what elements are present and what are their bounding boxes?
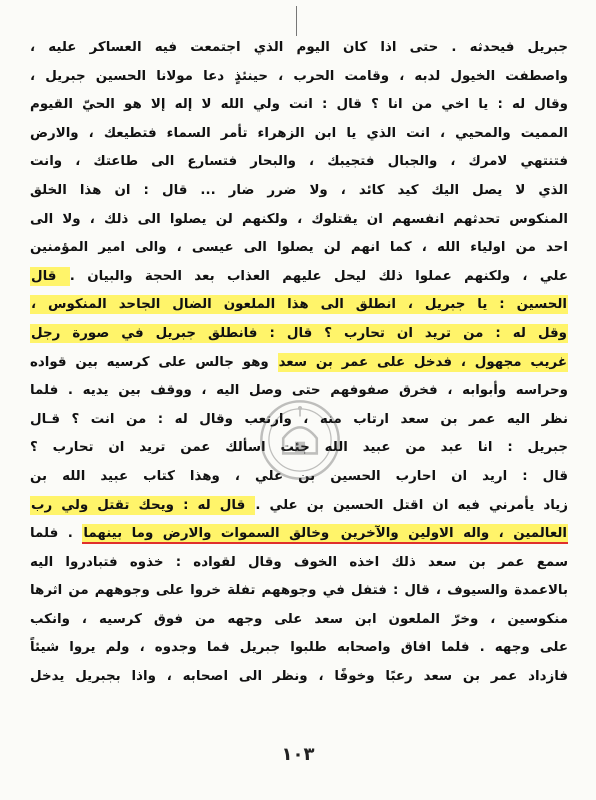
highlighted-text: وقل له : من تريد ان تحارب ؟ قال : فانطلق جبريل في صورة رجل	[31, 325, 567, 341]
top-margin-mark	[296, 6, 297, 36]
text-segment: المنكوس تحدثهم انفسهم ان يقتلوك ، ولكنهم لن يصلوا الى ذلك ، ولا الى	[30, 211, 568, 227]
text-segment: زياد يأمرني فيه ان اقتل الحسين بن علي .	[255, 497, 568, 513]
text-segment: وحراسه وأبوابه ، فخرق صفوفهم حتى وصل اليه ، ووقف بين يديه . فلما	[30, 383, 568, 399]
text-segment: منكوسين ، وخرّ الملعون ابن سعد على وجهه من فوق كرسيه ، وانكب	[30, 611, 568, 627]
text-line	[30, 634, 568, 663]
highlighted-text: غريب مجهول ، فدخل على عمر بن سعد	[278, 354, 567, 370]
text-line	[30, 120, 568, 149]
text-line	[30, 206, 568, 235]
text-segment: نظر اليه عمر بن سعد ارتاب منه ، وارتعب وقال له : من انت ؟ قـال	[30, 411, 568, 427]
book-page-text	[30, 34, 568, 692]
text-line	[30, 263, 568, 292]
text-segment: قال : اريد ان احارب الحسين بن علي ، وهذا كتاب عبيد الله بن	[30, 468, 568, 484]
text-line	[30, 406, 568, 435]
text-line	[30, 520, 568, 549]
text-segment: جبريل : انا عبد من عبيد الله جئت اسألك عمن تريد ان تحارب ؟	[30, 440, 568, 456]
text-line	[30, 148, 568, 177]
text-line	[30, 434, 568, 463]
text-line	[30, 463, 568, 492]
text-line	[30, 177, 568, 206]
text-segment: فازداد عمر بن سعد رعبًا وخوفًا ، ونظر الى اصحابه ، واذا بجبريل يدخل	[30, 669, 568, 685]
text-line	[30, 377, 568, 406]
text-segment: . فلما	[30, 526, 83, 542]
highlighted-text: قال له : ويحك تقتل ولي رب	[31, 497, 255, 513]
page-number: ١٠٣	[281, 744, 315, 765]
highlighted-text: قال	[31, 268, 69, 284]
text-segment: وهو جالس على كرسيه بين قواده	[30, 354, 278, 370]
text-segment: جبريل فيحدثه . حتى اذا كان اليوم الذي اجتمعت فيه العساكر عليه ،	[30, 40, 568, 55]
text-line	[30, 663, 568, 692]
text-segment: على وجهه . فلما افاق واصحابه طلبوا جبريل فما وجدوه ، ولم يروا شيئاً	[30, 640, 568, 656]
text-line	[30, 577, 568, 606]
text-segment: الذي لا يصل اليك كيد كائد ، ولا ضرر ضار ... قال : ان هذا الخلق	[30, 182, 568, 198]
text-line	[30, 349, 568, 378]
text-segment: احد من اولياء الله ، كما انهم لن يصلوا الى عيسى ، والى امير المؤمنين	[30, 240, 568, 256]
text-segment: علي ، ولكنهم عملوا ذلك ليحل عليهم العذاب بعد الحجة والبيان .	[69, 268, 568, 284]
text-segment: المميت والمحيي ، انت الذي يا ابن الزهراء تأمر السماء فتطيعك ، والارض	[30, 125, 568, 141]
text-line	[30, 606, 568, 635]
text-segment: سمع عمر بن سعد ذلك اخذه الخوف وقال لقواده : خذوه فتبادروا اليه	[30, 554, 568, 570]
text-line	[30, 492, 568, 521]
highlighted-text: وخالق السموات والارض وما بينهما	[82, 524, 330, 544]
text-line	[30, 320, 568, 349]
text-segment: بالاعمدة والسيوف ، قال : فتفل في وجوههم تفلة خروا على وجوههم من اثرها	[30, 583, 568, 599]
text-line	[30, 34, 568, 63]
text-line	[30, 234, 568, 263]
highlighted-text: العالمين ، واله الاولين والآخرين	[330, 524, 568, 544]
text-line	[30, 63, 568, 92]
text-segment: فتنتهي لامرك ، والجبال فتجيبك ، والبحار فتسارع الى طاعتك ، وانت	[30, 154, 568, 170]
text-segment: واصطفت الخيول لدبه ، وقامت الحرب ، حينئذٍ دعا مولانا الحسين جبريل ،	[30, 68, 568, 84]
text-segment: وقال له : يا اخي من انا ؟ قال : انت ولي الله لا إله إلا هو الحيّ القيوم	[30, 97, 568, 113]
highlighted-text: الحسين : يا جبريل ، انطلق الى هذا الملعون الضال الجاحد المنكوس ،	[31, 297, 567, 313]
text-line	[30, 291, 568, 320]
text-line	[30, 549, 568, 578]
text-line	[30, 91, 568, 120]
